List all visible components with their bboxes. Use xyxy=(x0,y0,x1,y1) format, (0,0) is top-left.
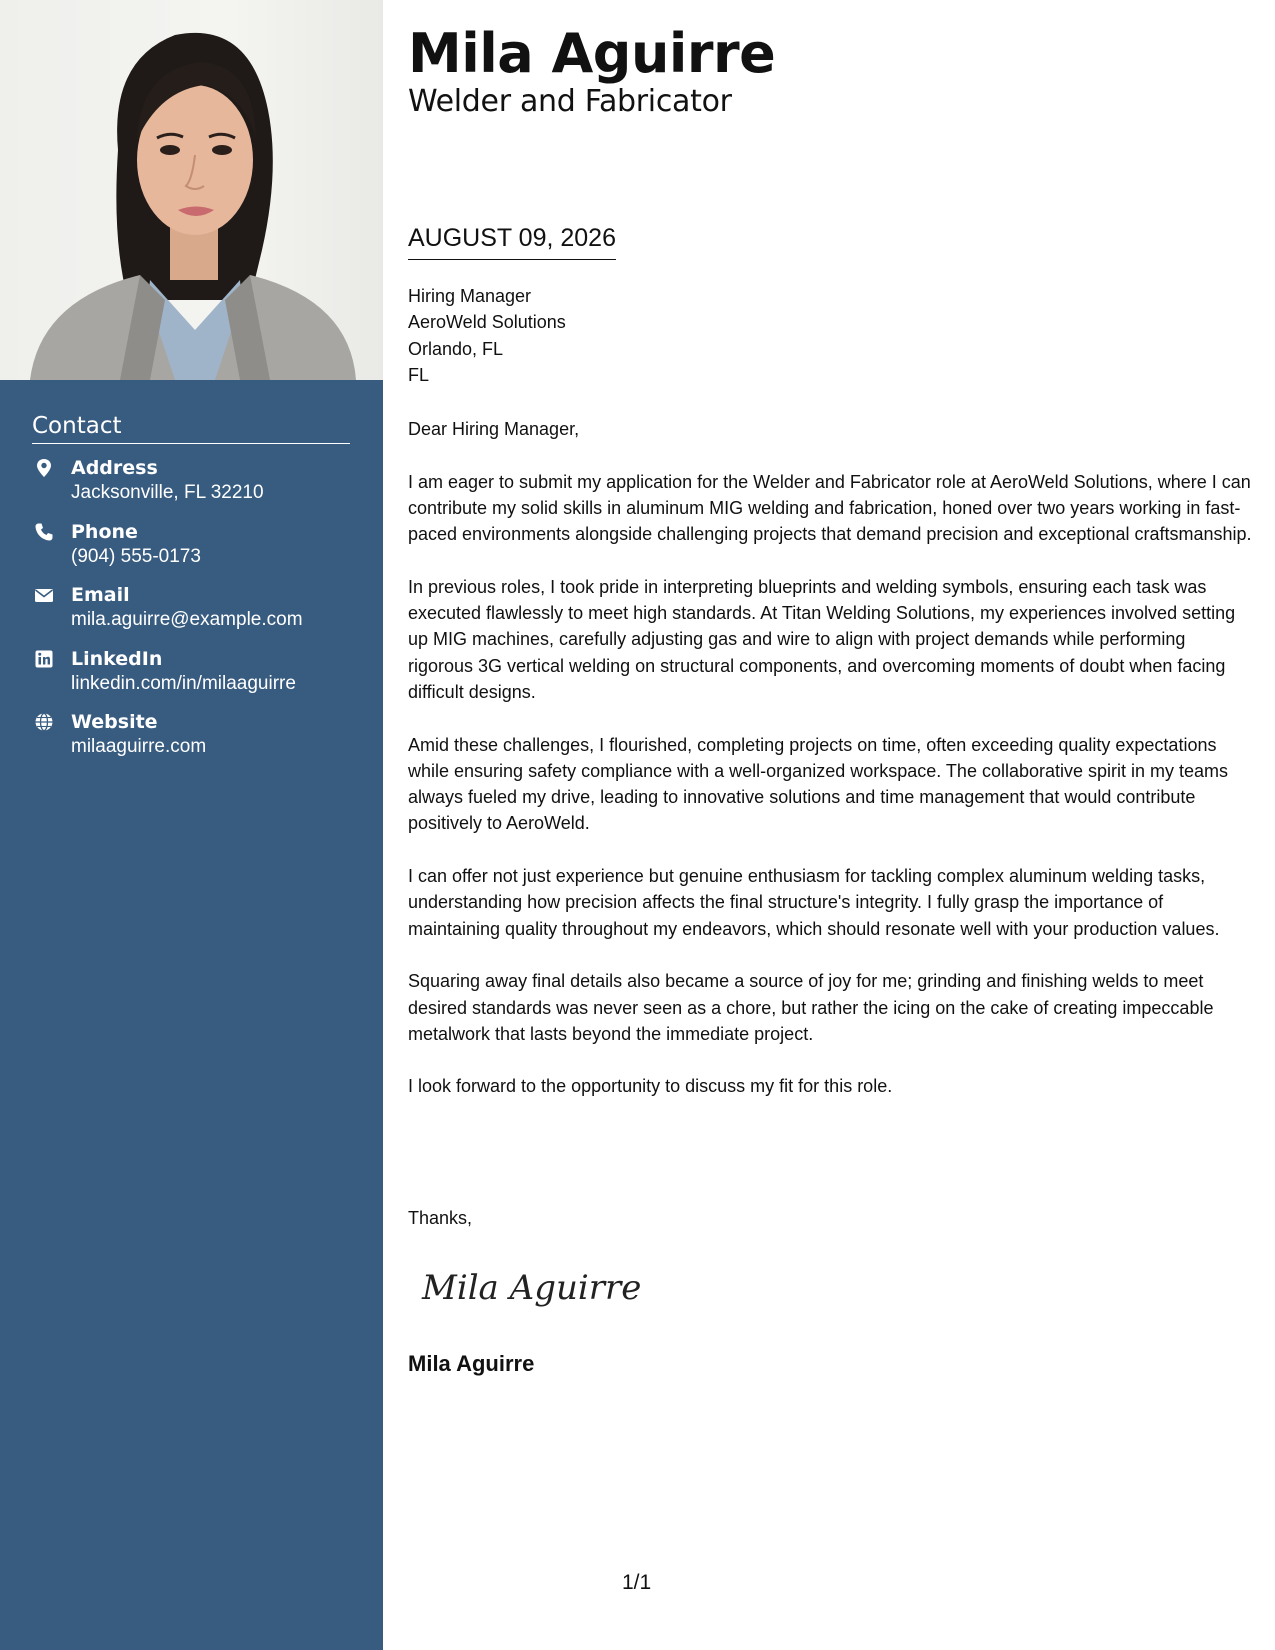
contact-value: linkedin.com/in/milaaguirre xyxy=(71,672,296,694)
contact-value: mila.aguirre@example.com xyxy=(71,609,303,630)
contact-value: Jacksonville, FL 32210 xyxy=(71,482,264,503)
contact-phone xyxy=(32,519,362,583)
recipient-line: FL xyxy=(408,364,430,385)
contact-email xyxy=(32,582,362,646)
body-paragraph: In previous roles, I took pride in interpreting blueprints and welding symbols, ensuring each task was executed flawlessly to meet high standards. At Titan Welding Solutions, my experiences involved setting up MIG machines, carefully adjusting gas and wire to align with project demands while performing rigorous 3G vertical welding on structural components, and overcoming moments of doubt when facing difficult designs. xyxy=(408,576,1236,702)
contact-address xyxy=(32,455,362,519)
salutation: Dear Hiring Manager, xyxy=(408,419,580,439)
recipient-line: Hiring Manager xyxy=(408,286,532,306)
contact-list xyxy=(32,455,362,773)
signed-name: Mila Aguirre xyxy=(408,1351,535,1376)
applicant-title: Welder and Fabricator xyxy=(408,84,732,119)
contact-value: (904) 555-0173 xyxy=(71,545,201,567)
envelope-icon xyxy=(34,585,54,605)
letter-date: AUGUST 09, 2026 xyxy=(408,224,616,260)
body-paragraph: I look forward to the opportunity to discuss my fit for this role. xyxy=(408,1076,893,1097)
contact-label: Address xyxy=(71,457,158,479)
contact-website xyxy=(32,709,362,773)
globe-icon xyxy=(34,712,54,732)
contact-label: Phone xyxy=(71,520,138,543)
page-number: 1/1 xyxy=(622,1571,652,1594)
map-pin-icon xyxy=(34,458,54,478)
contact-linkedin xyxy=(32,646,362,710)
signature-image xyxy=(418,1257,658,1317)
closing: Thanks, xyxy=(408,1208,473,1228)
phone-icon xyxy=(34,522,54,542)
recipient-block xyxy=(408,283,566,388)
contact-label: Website xyxy=(71,711,158,733)
body-paragraph: Amid these challenges, I flourished, completing projects on time, often exceeding quality expectations while ensuring safety compliance with a well-organized workspace. The collaborative spirit in my teams always fueled my drive, leading to innovative solutions and time management that would contribute positively to AeroWeld. xyxy=(408,734,1229,834)
recipient-line: Orlando, FL xyxy=(408,338,504,359)
applicant-name: Mila Aguirre xyxy=(408,22,776,85)
contact-value: milaaguirre.com xyxy=(71,736,207,757)
sidebar xyxy=(0,0,383,1650)
body-paragraph: Squaring away final details also became a source of joy for me; grinding and finishing welds to meet desired standards was never seen as a chore, but rather the icing on the cake of creating impeccable metalwork that lasts beyond the immediate project. xyxy=(408,971,1214,1044)
letter-body xyxy=(408,416,1253,1126)
body-paragraph: I am eager to submit my application for the Welder and Fabricator role at AeroWeld Solutions, where I can contribute my solid skills in aluminum MIG welding and fabrication, honed over two years working in fast-paced environments alongside challenging projects that demand precision and exceptional craftsmanship. xyxy=(408,471,1252,545)
profile-photo xyxy=(0,0,383,380)
linkedin-icon xyxy=(34,649,54,669)
portrait-illustration xyxy=(0,0,383,380)
contact-label: LinkedIn xyxy=(71,647,163,670)
body-paragraph: I can offer not just experience but genuine enthusiasm for tackling complex aluminum welding tasks, understanding how precision affects the final structure's integrity. I fully grasp the importance of maintaining quality throughout my endeavors, which should resonate well with your production values. xyxy=(408,866,1220,939)
contact-heading: Contact xyxy=(32,413,350,444)
recipient-line: AeroWeld Solutions xyxy=(408,312,566,333)
signature-text: Mila Aguirre xyxy=(422,1268,642,1308)
contact-label: Email xyxy=(71,584,130,606)
